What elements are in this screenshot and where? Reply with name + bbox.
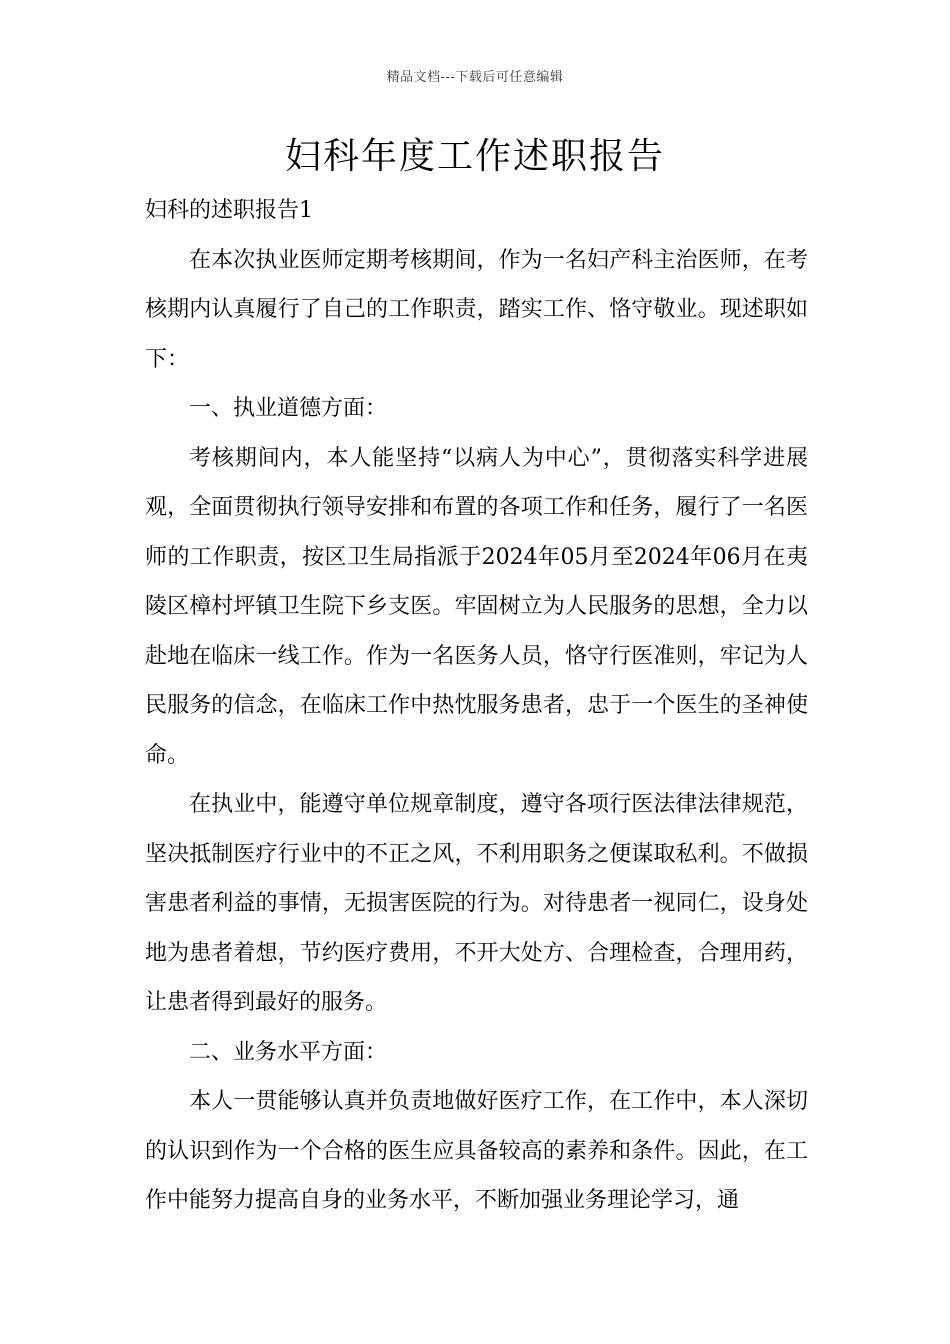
section-heading-ethics: 一、执业道德方面： xyxy=(189,396,388,421)
header-watermark: 精品文档---下载后可任意编辑 xyxy=(386,70,564,85)
document-title: 妇科年度工作述职报告 xyxy=(284,136,665,177)
document-body xyxy=(145,186,808,1226)
report-subtitle: 妇科的述职报告1 xyxy=(145,198,313,223)
section-heading-skills: 二、业务水平方面： xyxy=(189,1039,388,1065)
paragraph-ethics-2: 在执业中，能遵守单位规章制度，遵守各项行医法律法律规范，坚决抵制医疗行业中的不正之风，不利用职务之便谋取私利。不做损害患者利益的事情，无损害医院的行为。对待患者一视同仁，设身处地为患者着想，节约医疗费用，不开大处方、合理检查，合理用药，让患者得到最好的服务。 xyxy=(145,792,808,1015)
paragraph-intro: 在本次执业医师定期考核期间，作为一名妇产科主治医师，在考核期内认真履行了自己的工作职责，踏实工作、恪守敬业。现述职如下： xyxy=(145,247,808,372)
paragraph-ethics-1: 考核期间内，本人能坚持“以病人为中心”，贯彻落实科学进展观，全面贯彻执行领导安排和布置的各项工作和任务，履行了一名医师的工作职责，按区卫生局指派于2024年05月至2024年06月在夷陵区樟村坪镇卫生院下乡支医。牢固树立为人民服务的思想，全力以赴地在临床一线工作。作为一名医务人员，恪守行医准则，牢记为人民服务的信念，在临床工作中热忱服务患者，忠于一个医生的圣神使命。 xyxy=(145,445,808,768)
paragraph-skills-1: 本人一贯能够认真并负责地做好医疗工作，在工作中，本人深切的认识到作为一个合格的医生应具备较高的素养和条件。因此，在工作中能努力提高自身的业务水平，不断加强业务理论学习，通 xyxy=(145,1089,808,1213)
